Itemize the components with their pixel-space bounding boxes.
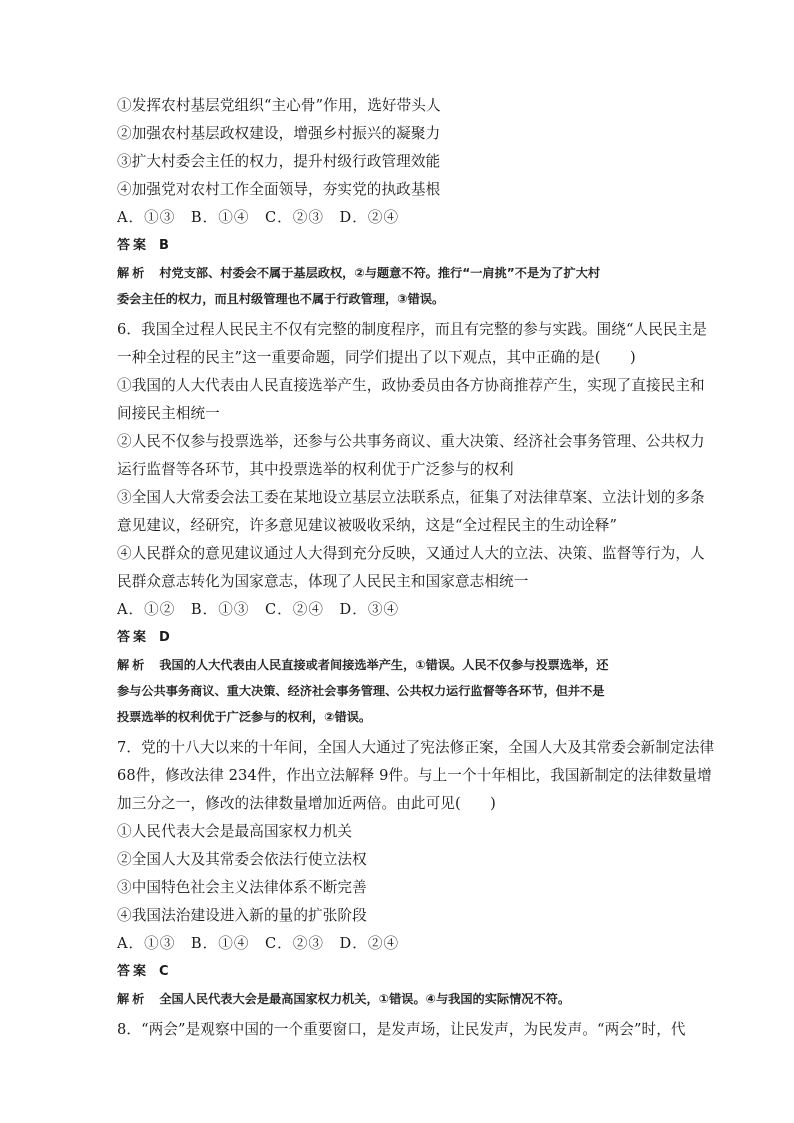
- q7-option-3: ③中国特色社会主义法律体系不断完善: [117, 879, 367, 896]
- q6-option-2a: ②人民不仅参与投票选举，还参与公共事务商议、重大决策、经济社会事务管理、公共权力: [117, 433, 705, 450]
- q7-analysis-line-1: [117, 986, 679, 1012]
- q7-option-2: ②全国人大及其常委会依法行使立法权: [117, 851, 367, 868]
- question-5: [117, 92, 679, 312]
- q6-option-1b: 间接民主相统一: [117, 405, 220, 422]
- q5-option-3: ③扩大村委会主任的权力，提升村级行政管理效能: [117, 153, 441, 170]
- q6-answer: [117, 624, 679, 652]
- q7-choices: A．①③ B．①④ C．②③ D．②④: [117, 935, 400, 952]
- q6-analysis-text-1: 我国的人大代表由人民直接或者间接选举产生，①错误。人民不仅参与投票选举，还: [159, 658, 609, 672]
- q6-analysis-line-3: 投票选举的权利优于广泛参与的权利，②错误。: [117, 710, 372, 724]
- q6-option-1a: ①我国的人大代表由人民直接选举产生，政协委员由各方协商推荐产生，实现了直接民主和: [117, 377, 705, 394]
- question-6: [117, 316, 708, 730]
- q7-answer-value: C: [159, 964, 169, 979]
- q5-option-1: ①发挥农村基层党组织“主心骨”作用，选好带头人: [117, 97, 441, 114]
- q5-option-2: ②加强农村基层政权建设，增强乡村振兴的凝聚力: [117, 125, 441, 142]
- q5-analysis-line-1: [117, 260, 679, 286]
- q5-option-4: ④加强党对农村工作全面领导，夯实党的执政基根: [117, 181, 441, 198]
- q5-answer-label: 答案: [117, 238, 150, 253]
- q6-answer-label: 答案: [117, 630, 150, 645]
- q6-analysis-label: 解析: [117, 658, 148, 672]
- q5-analysis-label: 解析: [117, 266, 148, 280]
- q6-option-4a: ④人民群众的意见建议通过人大得到充分反映，又通过人大的立法、决策、监督等行为，人: [117, 545, 705, 562]
- q5-answer: [117, 232, 679, 260]
- q7-answer-label: 答案: [117, 964, 150, 979]
- q5-analysis-text-1: 村党支部、村委会不属于基层政权，②与题意不符。推行“一肩挑”不是为了扩大村: [159, 266, 601, 280]
- q7-stem-2: 68件，修改法律 234件，作出立法解释 9件。与上一个十年相比，我国新制定的法律数量增: [117, 767, 712, 784]
- q6-option-3b: 意见建议，经研究，许多意见建议被吸收采纳，这是“全过程民主的生动诠释”: [117, 517, 618, 534]
- page-content: [117, 92, 715, 1044]
- q5-choices: A．①③ B．①④ C．②③ D．②④: [117, 209, 400, 226]
- question-8: [117, 1016, 686, 1044]
- q6-option-2b: 运行监督等各环节，其中投票选举的权利优于广泛参与的权利: [117, 461, 514, 478]
- q7-analysis: [117, 986, 679, 1012]
- q7-option-4: ④我国法治建设进入新的量的扩张阶段: [117, 907, 367, 924]
- q6-analysis-line-2: 参与公共事务商议、重大决策、经济社会事务管理、公共权力运行监督等各环节，但并不是: [117, 684, 605, 698]
- q5-analysis: [117, 260, 679, 312]
- q7-stem-3: 加三分之一，修改的法律数量增加近两倍。由此可见( ): [117, 795, 496, 812]
- q7-answer: [117, 958, 679, 986]
- q6-stem-2: 一种全过程的民主”这一重要命题，同学们提出了以下观点，其中正确的是( ): [117, 349, 636, 366]
- q6-analysis-line-1: [117, 652, 679, 678]
- q6-choices: A．①② B．①③ C．②④ D．③④: [117, 601, 400, 618]
- q7-analysis-text-1: 全国人民代表大会是最高国家权力机关，①错误。④与我国的实际情况不符。: [159, 992, 571, 1006]
- q6-stem-1: 6．我国全过程人民民主不仅有完整的制度程序，而且有完整的参与实践。围绕“人民民主是: [117, 321, 708, 338]
- q6-answer-value: D: [159, 630, 170, 645]
- q5-answer-value: B: [159, 238, 169, 253]
- q6-option-3a: ③全国人大常委会法工委在某地设立基层立法联系点，征集了对法律草案、立法计划的多条: [117, 489, 705, 506]
- q7-stem-1: 7．党的十八大以来的十年间，全国人大通过了宪法修正案，全国人大及其常委会新制定法律: [117, 739, 715, 756]
- q8-stem-1: 8．“两会”是观察中国的一个重要窗口，是发声场，让民发声，为民发声。“两会”时，代: [117, 1021, 686, 1038]
- q6-option-4b: 民群众意志转化为国家意志，体现了人民民主和国家意志相统一: [117, 573, 529, 590]
- q6-analysis: [117, 652, 679, 730]
- q5-analysis-line-2: 委会主任的权力，而且村级管理也不属于行政管理，③错误。: [117, 292, 445, 306]
- q7-analysis-label: 解析: [117, 992, 148, 1006]
- question-7: [117, 734, 715, 1012]
- q7-option-1: ①人民代表大会是最高国家权力机关: [117, 823, 353, 840]
